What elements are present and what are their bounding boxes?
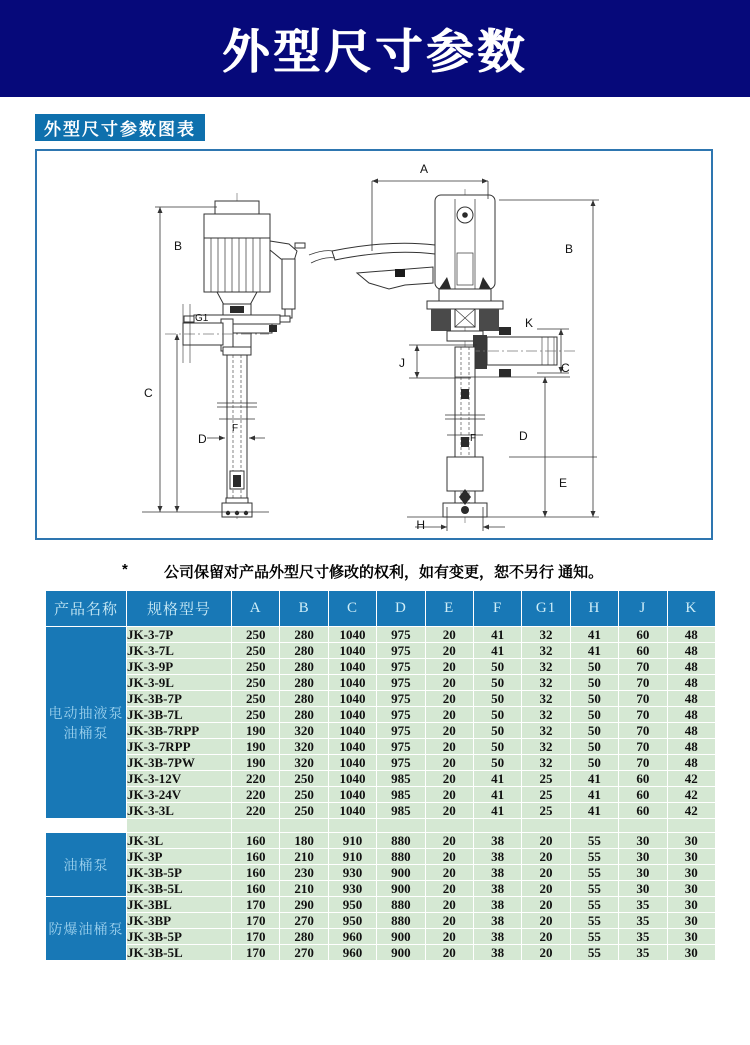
value-cell: 38 (474, 833, 521, 848)
value-cell: 950 (329, 897, 376, 912)
dim-label-D-right: D (519, 429, 528, 443)
spacer-cell (619, 819, 666, 832)
value-cell: 975 (377, 723, 424, 738)
value-cell: 975 (377, 627, 424, 642)
value-cell: 880 (377, 849, 424, 864)
value-cell: 30 (668, 865, 715, 880)
value-cell: 50 (571, 691, 618, 706)
table-row (46, 675, 715, 690)
value-cell: 30 (619, 849, 666, 864)
model-cell: JK-3BL (127, 897, 231, 912)
table-row (46, 913, 715, 928)
value-cell: 985 (377, 787, 424, 802)
value-cell: 50 (474, 707, 521, 722)
value-cell: 48 (668, 675, 715, 690)
value-cell: 30 (668, 897, 715, 912)
model-cell: JK-3B-7L (127, 707, 231, 722)
value-cell: 20 (426, 929, 473, 944)
value-cell: 55 (571, 849, 618, 864)
value-cell: 220 (232, 771, 279, 786)
value-cell: 250 (232, 659, 279, 674)
value-cell: 50 (474, 659, 521, 674)
value-cell: 20 (426, 881, 473, 896)
table-row (46, 723, 715, 738)
value-cell: 20 (522, 945, 569, 960)
value-cell: 50 (474, 739, 521, 754)
value-cell: 50 (474, 675, 521, 690)
value-cell: 210 (280, 849, 327, 864)
value-cell: 48 (668, 739, 715, 754)
value-cell: 20 (426, 659, 473, 674)
spacer-cell (127, 819, 231, 832)
model-cell: JK-3BP (127, 913, 231, 928)
value-cell: 1040 (329, 739, 376, 754)
product-group-name: 油桶泵 (63, 856, 109, 873)
value-cell: 41 (474, 627, 521, 642)
value-cell: 50 (571, 739, 618, 754)
value-cell: 55 (571, 865, 618, 880)
value-cell: 38 (474, 929, 521, 944)
spacer-row (46, 819, 715, 832)
value-cell: 290 (280, 897, 327, 912)
value-cell: 32 (522, 659, 569, 674)
value-cell: 35 (619, 929, 666, 944)
column-header: D (377, 591, 424, 626)
value-cell: 975 (377, 739, 424, 754)
value-cell: 55 (571, 945, 618, 960)
value-cell: 70 (619, 659, 666, 674)
value-cell: 38 (474, 897, 521, 912)
model-cell: JK-3-12V (127, 771, 231, 786)
left-pump-outline (165, 193, 305, 519)
value-cell: 1040 (329, 707, 376, 722)
model-cell: JK-3B-7RPP (127, 723, 231, 738)
value-cell: 30 (619, 881, 666, 896)
value-cell: 41 (474, 643, 521, 658)
value-cell: 32 (522, 675, 569, 690)
spacer-cell (571, 819, 618, 832)
value-cell: 170 (232, 897, 279, 912)
value-cell: 1040 (329, 691, 376, 706)
value-cell: 20 (426, 771, 473, 786)
value-cell: 250 (232, 627, 279, 642)
value-cell: 70 (619, 723, 666, 738)
column-header: J (619, 591, 666, 626)
value-cell: 38 (474, 945, 521, 960)
value-cell: 910 (329, 833, 376, 848)
dimension-table (45, 590, 716, 961)
table-row (46, 929, 715, 944)
value-cell: 20 (426, 787, 473, 802)
value-cell: 975 (377, 675, 424, 690)
value-cell: 60 (619, 803, 666, 818)
value-cell: 190 (232, 739, 279, 754)
value-cell: 160 (232, 881, 279, 896)
value-cell: 20 (426, 913, 473, 928)
table-row (46, 833, 715, 848)
value-cell: 41 (474, 803, 521, 818)
value-cell: 220 (232, 803, 279, 818)
value-cell: 50 (571, 675, 618, 690)
column-header: 产品名称 (46, 591, 126, 626)
value-cell: 20 (522, 913, 569, 928)
model-cell: JK-3B-7P (127, 691, 231, 706)
value-cell: 55 (571, 913, 618, 928)
dim-label-E: E (559, 476, 568, 490)
value-cell: 1040 (329, 675, 376, 690)
table-row (46, 897, 715, 912)
value-cell: 25 (522, 787, 569, 802)
model-cell: JK-3-7P (127, 627, 231, 642)
model-cell: JK-3-3L (127, 803, 231, 818)
spacer-cell (280, 819, 327, 832)
table-row (46, 865, 715, 880)
dim-label-H: H (416, 518, 425, 532)
value-cell: 70 (619, 755, 666, 770)
value-cell: 320 (280, 723, 327, 738)
model-cell: JK-3P (127, 849, 231, 864)
value-cell: 1040 (329, 659, 376, 674)
table-row (46, 627, 715, 642)
value-cell: 38 (474, 881, 521, 896)
value-cell: 30 (619, 865, 666, 880)
value-cell: 320 (280, 739, 327, 754)
value-cell: 20 (522, 865, 569, 880)
value-cell: 930 (329, 881, 376, 896)
value-cell: 60 (619, 643, 666, 658)
value-cell: 250 (232, 691, 279, 706)
value-cell: 880 (377, 913, 424, 928)
value-cell: 20 (426, 849, 473, 864)
value-cell: 160 (232, 865, 279, 880)
value-cell: 32 (522, 755, 569, 770)
model-cell: JK-3-9P (127, 659, 231, 674)
value-cell: 930 (329, 865, 376, 880)
value-cell: 975 (377, 659, 424, 674)
value-cell: 280 (280, 707, 327, 722)
table-row (46, 739, 715, 754)
value-cell: 38 (474, 913, 521, 928)
value-cell: 30 (668, 913, 715, 928)
dim-label-G1: G1 (195, 313, 209, 324)
value-cell: 25 (522, 803, 569, 818)
value-cell: 320 (280, 755, 327, 770)
spacer-cell (668, 819, 715, 832)
dim-label-A: A (420, 162, 429, 176)
column-header: H (571, 591, 618, 626)
value-cell: 1040 (329, 787, 376, 802)
value-cell: 280 (280, 643, 327, 658)
value-cell: 30 (668, 945, 715, 960)
value-cell: 32 (522, 691, 569, 706)
value-cell: 1040 (329, 771, 376, 786)
note-asterisk: * (122, 561, 128, 578)
value-cell: 50 (571, 723, 618, 738)
value-cell: 32 (522, 643, 569, 658)
value-cell: 20 (426, 945, 473, 960)
value-cell: 41 (571, 787, 618, 802)
product-group-cell (46, 833, 126, 896)
dim-label-F-right: F (470, 433, 477, 444)
value-cell: 250 (232, 707, 279, 722)
table-row (46, 881, 715, 896)
table-row (46, 755, 715, 770)
value-cell: 975 (377, 691, 424, 706)
value-cell: 35 (619, 913, 666, 928)
value-cell: 20 (426, 739, 473, 754)
value-cell: 960 (329, 945, 376, 960)
value-cell: 280 (280, 691, 327, 706)
value-cell: 48 (668, 627, 715, 642)
value-cell: 32 (522, 627, 569, 642)
page-title: 外型尺寸参数 (222, 25, 528, 78)
value-cell: 20 (426, 627, 473, 642)
value-cell: 975 (377, 643, 424, 658)
value-cell: 48 (668, 723, 715, 738)
spacer-cell (426, 819, 473, 832)
value-cell: 280 (280, 675, 327, 690)
value-cell: 1040 (329, 627, 376, 642)
value-cell: 50 (474, 723, 521, 738)
column-header: E (426, 591, 473, 626)
value-cell: 60 (619, 787, 666, 802)
value-cell: 270 (280, 945, 327, 960)
value-cell: 32 (522, 707, 569, 722)
value-cell: 20 (426, 803, 473, 818)
value-cell: 1040 (329, 643, 376, 658)
value-cell: 170 (232, 929, 279, 944)
model-cell: JK-3-7RPP (127, 739, 231, 754)
model-cell: JK-3L (127, 833, 231, 848)
value-cell: 30 (668, 929, 715, 944)
value-cell: 20 (426, 691, 473, 706)
dim-label-K: K (525, 316, 534, 330)
value-cell: 160 (232, 833, 279, 848)
value-cell: 20 (522, 849, 569, 864)
dimension-diagram-box (35, 149, 713, 540)
model-cell: JK-3B-5P (127, 865, 231, 880)
value-cell: 32 (522, 739, 569, 754)
value-cell: 41 (571, 643, 618, 658)
value-cell: 20 (426, 865, 473, 880)
dim-label-D-left: D (198, 432, 207, 446)
column-header: A (232, 591, 279, 626)
value-cell: 950 (329, 913, 376, 928)
page-banner (0, 0, 750, 97)
value-cell: 55 (571, 897, 618, 912)
value-cell: 50 (474, 691, 521, 706)
right-pump-outline (309, 189, 577, 523)
value-cell: 41 (474, 771, 521, 786)
column-header: K (668, 591, 715, 626)
value-cell: 170 (232, 913, 279, 928)
value-cell: 42 (668, 787, 715, 802)
value-cell: 910 (329, 849, 376, 864)
value-cell: 60 (619, 771, 666, 786)
table-row (46, 803, 715, 818)
value-cell: 975 (377, 755, 424, 770)
value-cell: 48 (668, 643, 715, 658)
value-cell: 70 (619, 675, 666, 690)
column-header: B (280, 591, 327, 626)
value-cell: 280 (280, 929, 327, 944)
value-cell: 20 (426, 675, 473, 690)
value-cell: 900 (377, 945, 424, 960)
value-cell: 48 (668, 659, 715, 674)
dim-label-F-left: F (232, 423, 239, 434)
value-cell: 55 (571, 929, 618, 944)
model-cell: JK-3-9L (127, 675, 231, 690)
table-row (46, 707, 715, 722)
value-cell: 1040 (329, 803, 376, 818)
model-cell: JK-3B-5L (127, 945, 231, 960)
value-cell: 250 (280, 787, 327, 802)
value-cell: 220 (232, 787, 279, 802)
value-cell: 210 (280, 881, 327, 896)
product-group-name: 电动抽液泵 (48, 704, 124, 721)
column-header: 规格型号 (127, 591, 231, 626)
value-cell: 30 (668, 833, 715, 848)
spacer-cell (329, 819, 376, 832)
value-cell: 20 (426, 897, 473, 912)
value-cell: 41 (571, 627, 618, 642)
value-cell: 280 (280, 627, 327, 642)
section-label: 外型尺寸参数图表 (35, 114, 205, 141)
spacer-cell (474, 819, 521, 832)
note-text: 公司保留对产品外型尺寸修改的权利，如有变更，恕不另行 通知。 (164, 564, 604, 581)
value-cell: 180 (280, 833, 327, 848)
value-cell: 35 (619, 945, 666, 960)
value-cell: 41 (571, 771, 618, 786)
value-cell: 35 (619, 897, 666, 912)
table-row (46, 771, 715, 786)
value-cell: 30 (668, 849, 715, 864)
value-cell: 985 (377, 803, 424, 818)
value-cell: 985 (377, 771, 424, 786)
table-row (46, 659, 715, 674)
table-row (46, 787, 715, 802)
value-cell: 60 (619, 627, 666, 642)
product-group-cell (46, 627, 126, 818)
value-cell: 20 (522, 897, 569, 912)
value-cell: 20 (522, 929, 569, 944)
value-cell: 1040 (329, 755, 376, 770)
value-cell: 190 (232, 723, 279, 738)
value-cell: 880 (377, 897, 424, 912)
model-cell: JK-3-24V (127, 787, 231, 802)
value-cell: 20 (426, 643, 473, 658)
value-cell: 50 (474, 755, 521, 770)
value-cell: 38 (474, 865, 521, 880)
spacer-cell (46, 819, 126, 832)
value-cell: 880 (377, 833, 424, 848)
value-cell: 30 (619, 833, 666, 848)
value-cell: 50 (571, 755, 618, 770)
value-cell: 1040 (329, 723, 376, 738)
pump-dimension-drawing (37, 151, 711, 538)
product-group-name: 防爆油桶泵 (48, 920, 124, 937)
model-cell: JK-3B-7PW (127, 755, 231, 770)
value-cell: 270 (280, 913, 327, 928)
value-cell: 55 (571, 881, 618, 896)
value-cell: 20 (522, 833, 569, 848)
value-cell: 42 (668, 771, 715, 786)
table-row (46, 849, 715, 864)
dim-label-B-left: B (174, 239, 183, 253)
value-cell: 70 (619, 691, 666, 706)
value-cell: 48 (668, 707, 715, 722)
dim-label-J: J (399, 356, 405, 370)
value-cell: 50 (571, 707, 618, 722)
value-cell: 30 (668, 881, 715, 896)
value-cell: 230 (280, 865, 327, 880)
value-cell: 42 (668, 803, 715, 818)
dim-label-C-left: C (144, 386, 153, 400)
value-cell: 50 (571, 659, 618, 674)
value-cell: 20 (426, 723, 473, 738)
value-cell: 20 (426, 707, 473, 722)
value-cell: 900 (377, 865, 424, 880)
spacer-cell (377, 819, 424, 832)
value-cell: 900 (377, 929, 424, 944)
value-cell: 55 (571, 833, 618, 848)
value-cell: 41 (474, 787, 521, 802)
table-row (46, 643, 715, 658)
value-cell: 975 (377, 707, 424, 722)
value-cell: 20 (426, 755, 473, 770)
table-row (46, 945, 715, 960)
model-cell: JK-3B-5P (127, 929, 231, 944)
model-cell: JK-3-7L (127, 643, 231, 658)
value-cell: 250 (232, 675, 279, 690)
value-cell: 70 (619, 739, 666, 754)
disclaimer-note (122, 561, 722, 582)
column-header: C (329, 591, 376, 626)
value-cell: 170 (232, 945, 279, 960)
value-cell: 250 (280, 771, 327, 786)
value-cell: 20 (522, 881, 569, 896)
product-group-name: 油桶泵 (63, 724, 109, 741)
value-cell: 250 (280, 803, 327, 818)
value-cell: 190 (232, 755, 279, 770)
dim-label-C-right: C (561, 361, 570, 375)
value-cell: 280 (280, 659, 327, 674)
value-cell: 900 (377, 881, 424, 896)
value-cell: 32 (522, 723, 569, 738)
value-cell: 25 (522, 771, 569, 786)
column-header: G1 (522, 591, 569, 626)
value-cell: 70 (619, 707, 666, 722)
value-cell: 20 (426, 833, 473, 848)
value-cell: 41 (571, 803, 618, 818)
table-row (46, 691, 715, 706)
table-body (46, 627, 715, 960)
value-cell: 48 (668, 691, 715, 706)
value-cell: 160 (232, 849, 279, 864)
value-cell: 960 (329, 929, 376, 944)
value-cell: 250 (232, 643, 279, 658)
product-group-cell (46, 897, 126, 960)
spacer-cell (232, 819, 279, 832)
table-header-row (46, 591, 715, 626)
value-cell: 38 (474, 849, 521, 864)
spacer-cell (522, 819, 569, 832)
value-cell: 48 (668, 755, 715, 770)
model-cell: JK-3B-5L (127, 881, 231, 896)
column-header: F (474, 591, 521, 626)
dim-label-B-right: B (565, 242, 574, 256)
